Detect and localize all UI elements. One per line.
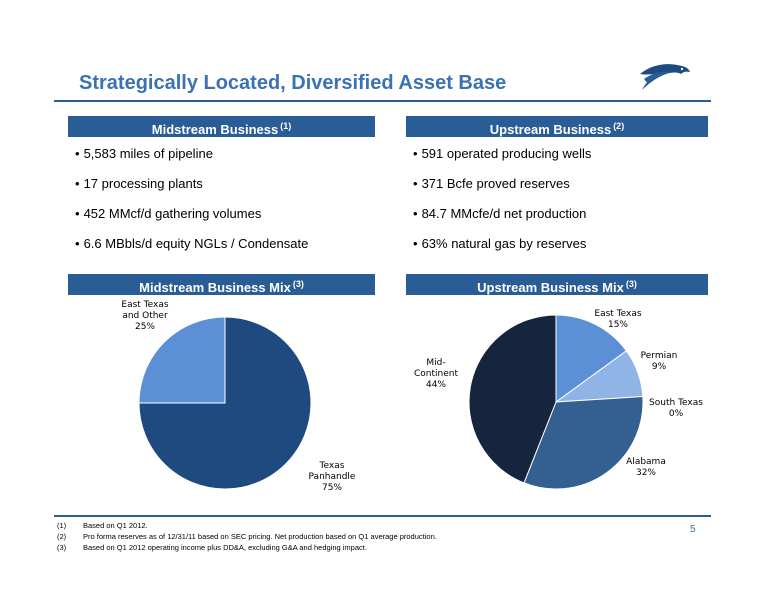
midstream-mix-header-label: Midstream Business Mix: [139, 280, 291, 295]
pie-slice-east-texas-label: East Texas and Other 25%: [121, 300, 169, 332]
midstream-business-header-note: (1): [280, 121, 292, 131]
list-item: • 591 operated producing wells: [413, 146, 591, 176]
upstream-business-header-note: (2): [613, 121, 625, 131]
list-item: • 63% natural gas by reserves: [413, 236, 591, 266]
midstream-mix-pie-chart: [80, 296, 380, 506]
header-rule: [54, 100, 711, 102]
pie-slice-east-texas-label: East Texas 15%: [594, 309, 642, 330]
upstream-mix-header-label: Upstream Business Mix: [477, 280, 624, 295]
footer-rule: [54, 515, 711, 517]
pie-slice-permian-label: Permian 9%: [640, 351, 678, 372]
midstream-mix-header-note: (3): [292, 279, 304, 289]
upstream-mix-header-note: (3): [625, 279, 637, 289]
pie-slice-mid-label: Mid-Continent 44%: [414, 358, 458, 390]
list-item: • 17 processing plants: [75, 176, 308, 206]
upstream-mix-header: [406, 274, 708, 295]
list-item: • 84.7 MMcfe/d net production: [413, 206, 591, 236]
list-item: • 6.6 MBbls/d equity NGLs / Condensate: [75, 236, 308, 266]
page-title: Strategically Located, Diversified Asset Base: [79, 72, 507, 94]
pie-slice-texas-label: Texas Panhandle 75%: [308, 461, 356, 493]
midstream-business-header: [68, 116, 375, 137]
footnotes: [57, 520, 437, 553]
footnote: (2) Pro forma reserves as of 12/31/11 based on SEC pricing. Net production based on Q1 average production.: [57, 532, 437, 541]
upstream-mix-pie-chart: [406, 296, 708, 506]
pie-slice-alabama-label: Alabama 32%: [626, 457, 666, 478]
list-item: • 5,583 miles of pipeline: [75, 146, 308, 176]
midstream-mix-header: [68, 274, 375, 295]
upstream-business-header-label: Upstream Business: [489, 122, 612, 137]
page-number: 5: [690, 524, 696, 535]
footnote: (3) Based on Q1 2012 operating income plus DD&A, excluding G&A and hedging impact.: [57, 543, 367, 552]
eagle-logo-icon: [638, 60, 690, 94]
list-item: • 452 MMcf/d gathering volumes: [75, 206, 308, 236]
pie-slice-south-texas-label: South Texas 0%: [649, 398, 703, 419]
list-item: • 371 Bcfe proved reserves: [413, 176, 591, 206]
upstream-bullet-list: [413, 146, 591, 266]
footnote: (1) Based on Q1 2012.: [57, 521, 148, 530]
midstream-bullet-list: [75, 146, 308, 266]
midstream-business-header-label: Midstream Business: [151, 122, 279, 137]
upstream-business-header: [406, 116, 708, 137]
